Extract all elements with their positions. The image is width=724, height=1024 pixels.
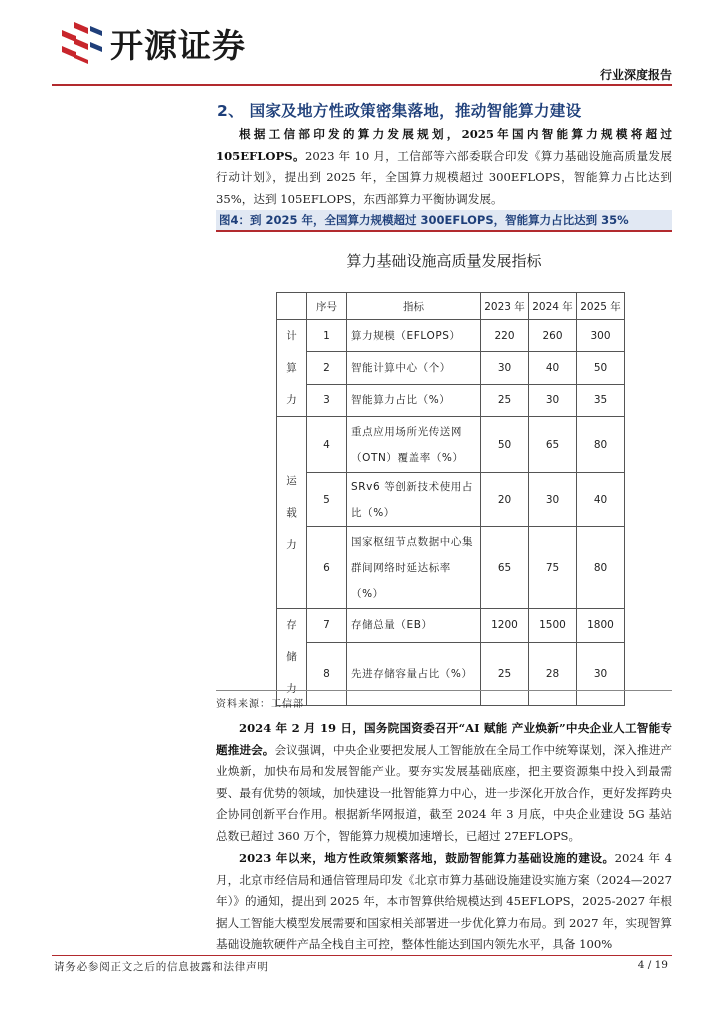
row-2024: 260 <box>529 320 577 352</box>
row-2025: 1800 <box>577 609 625 643</box>
row-2024: 75 <box>529 527 577 609</box>
paragraph-3-body: 2024 年 4 月，北京市经信局和通信管理局印发《北京市算力基础设施建设实施方案（2024—2027 年）》的通知，提出到 2025 年，本市智算供给规模达到 45EFLOPS，2025-2027 年根据人工智能大模型发展需要和国家相关部署进一步优化算力布局。到 2027 年，实现智算基础设施软硬件产品全栈自主可控，整体性能达到国内领先水平，具备 100% <box>216 851 672 951</box>
row-2023: 1200 <box>481 609 529 643</box>
header-category <box>277 293 307 320</box>
row-no: 1 <box>307 320 347 352</box>
row-2023: 25 <box>481 642 529 705</box>
table-title: 算力基础设施高质量发展指标 <box>346 252 542 270</box>
indicator-table <box>276 292 625 706</box>
table-header-row <box>277 293 625 320</box>
row-2024: 28 <box>529 642 577 705</box>
row-indicator: SRv6 等创新技术使用占比（%） <box>347 473 481 527</box>
paragraph-2-lead: 2024 年 2 月 19 日，国务院国资委召开“AI 赋能 产业焕新”中央企业人工智能专题推进会。 <box>216 721 672 757</box>
row-2024: 30 <box>529 384 577 416</box>
paragraph-1-body: 2023 年 10 月，工信部等六部委联合印发《算力基础设施高质量发展行动计划》，提出到 2025 年，全国算力规模超过 300EFLOPS，智能算力占比达到 35%，达到 105EFLOPS，东西部算力平衡协调发展。 <box>216 148 672 206</box>
row-2025: 80 <box>577 417 625 473</box>
row-no: 8 <box>307 642 347 705</box>
row-2024: 30 <box>529 473 577 527</box>
row-indicator: 重点应用场所光传送网（OTN）覆盖率（%） <box>347 417 481 473</box>
header-2023: 2023 年 <box>481 293 529 320</box>
paragraph-2-body: 会议强调，中央企业要把发展人工智能放在全局工作中统筹谋划，深入推进产业焕新，加快布局和发展智能产业。要夯实发展基础底座，把主要资源集中投入到最需要、最有优势的领域，加快建设一批智能算力中心，进一步深化开放合作，更好发挥跨央企协同创新平台作用。根据新华网报道，截至 2024 年 3 月底，中央企业建设 5G 基站总数已超过 360 万个，智能算力规模加速增长，已超过 27EFLOPS。 <box>216 742 672 843</box>
row-no: 4 <box>307 417 347 473</box>
row-2025: 80 <box>577 527 625 609</box>
row-2024: 65 <box>529 417 577 473</box>
paragraph-3 <box>216 848 672 956</box>
table-row <box>277 473 625 527</box>
header-2024: 2024 年 <box>529 293 577 320</box>
row-2023: 50 <box>481 417 529 473</box>
table-row <box>277 417 625 473</box>
row-no: 2 <box>307 352 347 384</box>
row-2025: 30 <box>577 642 625 705</box>
row-2024: 40 <box>529 352 577 384</box>
table-row <box>277 384 625 416</box>
row-indicator: 国家枢纽节点数据中心集群间网络时延达标率（%） <box>347 527 481 609</box>
footer-divider <box>52 955 672 956</box>
row-2024: 1500 <box>529 609 577 643</box>
report-type: 行业深度报告 <box>599 68 672 82</box>
paragraph-2 <box>216 718 672 847</box>
header-indicator: 指标 <box>347 293 481 320</box>
figure-title: 图4：到 2025 年，全国算力规模超过 300EFLOPS，智能算力占比达到 35% <box>216 210 672 232</box>
header-divider <box>52 84 672 86</box>
row-indicator: 存储总量（EB） <box>347 609 481 643</box>
brand-logo <box>54 18 294 68</box>
table-row <box>277 320 625 352</box>
section-title: 2、 国家及地方性政策密集落地，推动智能算力建设 <box>217 102 582 120</box>
row-indicator: 智能算力占比（%） <box>347 384 481 416</box>
row-2025: 35 <box>577 384 625 416</box>
table-row <box>277 609 625 643</box>
row-indicator: 算力规模（EFLOPS） <box>347 320 481 352</box>
paragraph-3-lead: 2023 年以来，地方性政策频繁落地，鼓励智能算力基础设施的建设。 <box>239 851 615 865</box>
row-2025: 300 <box>577 320 625 352</box>
brand-name: 开源证券 <box>110 25 246 65</box>
category-cell: 计算力 <box>277 320 307 417</box>
row-no: 7 <box>307 609 347 643</box>
row-2025: 50 <box>577 352 625 384</box>
row-no: 3 <box>307 384 347 416</box>
category-cell: 存储力 <box>277 609 307 706</box>
header-2025: 2025 年 <box>577 293 625 320</box>
row-2023: 30 <box>481 352 529 384</box>
row-indicator: 先进存储容量占比（%） <box>347 642 481 705</box>
row-indicator: 智能计算中心（个） <box>347 352 481 384</box>
row-2023: 220 <box>481 320 529 352</box>
brand-logo-icon <box>54 20 104 66</box>
footer-disclaimer: 请务必参阅正文之后的信息披露和法律声明 <box>54 961 269 973</box>
row-no: 6 <box>307 527 347 609</box>
page-number: 4 / 19 <box>637 959 668 971</box>
figure-source: 资料来源：工信部 <box>216 690 672 710</box>
paragraph-1-lead: 根据工信部印发的算力发展规划，2025年国内智能算力规模将超过105EFLOPS。 <box>216 127 672 163</box>
table-row <box>277 352 625 384</box>
row-2023: 65 <box>481 527 529 609</box>
row-no: 5 <box>307 473 347 527</box>
row-2025: 40 <box>577 473 625 527</box>
category-cell: 运载力 <box>277 417 307 609</box>
paragraph-1 <box>216 124 672 210</box>
row-2023: 20 <box>481 473 529 527</box>
header-no: 序号 <box>307 293 347 320</box>
table-row <box>277 527 625 609</box>
row-2023: 25 <box>481 384 529 416</box>
